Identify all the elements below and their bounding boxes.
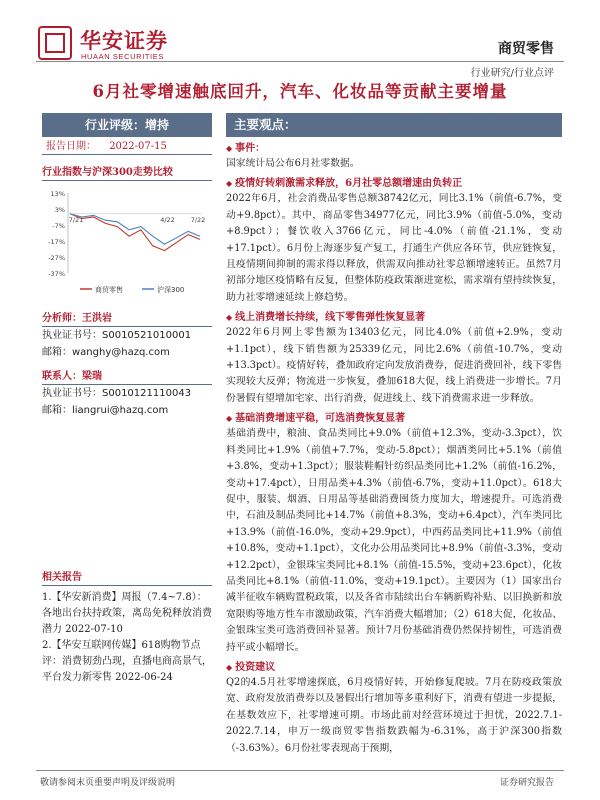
section-2-heading: ◆ 线上消费增长持续，线下零售弹性恢复显著 — [226, 310, 562, 325]
page-header — [0, 0, 600, 79]
key-points-title: 主要观点： — [226, 113, 562, 137]
sector-label: 商贸零售 — [498, 41, 554, 57]
contact-email: 邮箱：liangrui@hazq.com — [42, 405, 169, 416]
chart-section-title: 行业指数与沪深300走势比较 — [42, 163, 212, 181]
logo-text-cn: 华安证券 — [80, 28, 168, 53]
event-heading: ◆ 事件： — [226, 141, 562, 156]
report-date — [42, 138, 212, 155]
report-title: 6月社零增速触底回升，汽车、化妆品等贡献主要增量 — [92, 82, 508, 101]
y-tick-label: -7% — [52, 222, 65, 230]
y-tick-label: 3% — [54, 206, 65, 214]
footer-divider — [36, 770, 564, 771]
legend-label: 商贸零售 — [95, 286, 123, 294]
section-1-heading: ◆ 疫情好转刺激需求释放，6月社零总额增速由负转正 — [226, 176, 562, 191]
y-tick-label: -27% — [48, 254, 65, 262]
event-text: 国家统计局公布6月社零数据。 — [226, 158, 360, 169]
section-3-heading: ◆ 基础消费增速平稳，可选消费恢复显著 — [226, 411, 562, 426]
related-reports — [42, 590, 214, 686]
contact-cert: 执业证书号：S0010121110043 — [42, 388, 192, 399]
analyst-cert: 执业证书号：S0010521010001 — [42, 330, 192, 341]
header-divider — [36, 61, 564, 62]
left-sidebar — [42, 113, 212, 419]
analyst-name: 分析师：王洪岩 — [42, 309, 212, 327]
y-tick-label: -37% — [48, 270, 65, 278]
y-tick-label: 13% — [50, 190, 65, 198]
date-label: 报告日期： — [46, 141, 96, 152]
date-value: 2022-07-15 — [109, 141, 167, 152]
section-1-paragraph: 2022年6月，社会消费品零售总额38742亿元，同比3.1%（前值-6.7%，变动+9.8pct）。其中，商品零售34977亿元，同比3.9%（前值-5.0%，变动+8.9pct）；餐饮收入3766亿元，同比-4.0%（前值-21.1%，变动+17.1pct）。6月份上海逐步复产复工，打通生产供应各环节，供应链恢复，且疫情期间抑制的需求得以释放，供需双向推动社零总额增速转正。虽然7月初部分地区疫情略有反复，但整体防疫政策渐进宽松，需求端有望持续恢复，助力社零增速延续上修趋势。 — [226, 193, 562, 303]
section-2-paragraph: 2022年6月网上零售额为13403亿元，同比4.0%（前值+2.9%，变动+1.1pct），线下销售额为25339亿元，同比2.6%（前值-10.7%，变动+13.3pct）。疫情好转，叠加政府定向发放消费券，促进消费回补，线下零售实现较大反弹；物流进一步恢复，叠加618大促，线上消费进一步增长。7月份暑假有望增加宅家、出行消费，促进线上、线下消费需求进一步释放。 — [226, 327, 562, 404]
main-content — [226, 113, 562, 757]
series-line-0 — [70, 214, 200, 251]
related-report-item[interactable]: 2.【华安互联网传媒】618购物节点评：消费韧劲凸现，直播电商高景气，平台发力新零售 2022-06-24 — [42, 640, 212, 683]
industry-rating: 行业评级：增持 — [42, 113, 212, 137]
footer-disclaimer: 敬请参阅末页重要声明及评级说明 — [40, 778, 176, 788]
footer-label: 证券研究报告 — [499, 778, 554, 788]
section-4-paragraph: Q2的4.5月社零增速探底，6月疫情好转，开始修复爬坡。7月在防疫政策放宽、政府发放消费券以及暑假出行增加等多重利好下，消费有望进一步提振，在基数效应下，社零增速可期。市场此前对经营环境过于担忧，2022.7.1-2022.7.14，申万一级商贸零售指数跌幅为-6.31%，高于沪深300指数（-3.63%）。6月份社零表现高于预期， — [226, 676, 562, 754]
x-tick-label: 4/22 — [160, 215, 175, 224]
related-report-item[interactable]: 1.【华安新消费】周报（7.4~7.8）：各地出台扶持政策，离岛免税释放消费潜力 2022-07-10 — [42, 592, 212, 635]
company-logo-icon — [38, 26, 72, 60]
related-reports-title: 相关报告 — [42, 568, 212, 586]
logo-text-en: HUAAN SECURITIES — [81, 52, 164, 61]
y-tick-label: -17% — [48, 238, 65, 246]
section-3-paragraph: 基础消费中，粮油、食品类同比+9.0%（前值+12.3%，变动-3.3pct），饮料类同比+1.9%（前值+7.7%，变动-5.8pct）；烟酒类同比+5.1%（前值+3.8%，变动+1.3pct）；服装鞋帽针纺织品类同比+1.2%（前值-16.2%，变动+17.4pct），日用品类+4.3%（前值-6.7%，变动+11.0pct）。618大促中，服装、烟酒、日用品等基础消费囤货力度加大，增速提升。可选消费中，石油及制品类同比+14.7%（前值+8.3%，变动+6.4pct），汽车类同比+13.9%（前值-16.0%，变动+29.9pct），中西药品类同比+11.9%（前值+10.8%，变动+1.1pct），文化办公用品类同比+8.9%（前值-3.3%，变动+12.2pct），金银珠宝类同比+8.1%（前值-15.5%，变动+23.6pct），化妆品类同比+8.1%（前值-11.0%，变动+19.1pct）。主要因为（1）国家出台减半征收车辆购置税政策，以及各省市陆续出台车辆新购补贴、以旧换新和放宽限购等地方性车市激励政策，汽车消费大幅增加；（2）618大促，化妆品、金银珠宝类可选消费回补显著。预计7月份基础消费仍然保持韧性，可选消费持平或小幅增长。 — [226, 428, 562, 653]
legend-label: 沪深300 — [157, 286, 185, 294]
report-type: 行业研究/行业点评 — [470, 68, 554, 79]
x-tick-label: 7/21 — [68, 215, 84, 224]
section-4-heading: ◆ 投资建议 — [226, 660, 562, 675]
contact-name: 联系人：梁瑞 — [42, 367, 212, 385]
index-chart-svg — [42, 185, 212, 303]
x-tick-label: 7/22 — [190, 215, 206, 224]
analyst-email: 邮箱：wanghy@hazq.com — [42, 347, 170, 358]
index-chart — [42, 185, 212, 303]
